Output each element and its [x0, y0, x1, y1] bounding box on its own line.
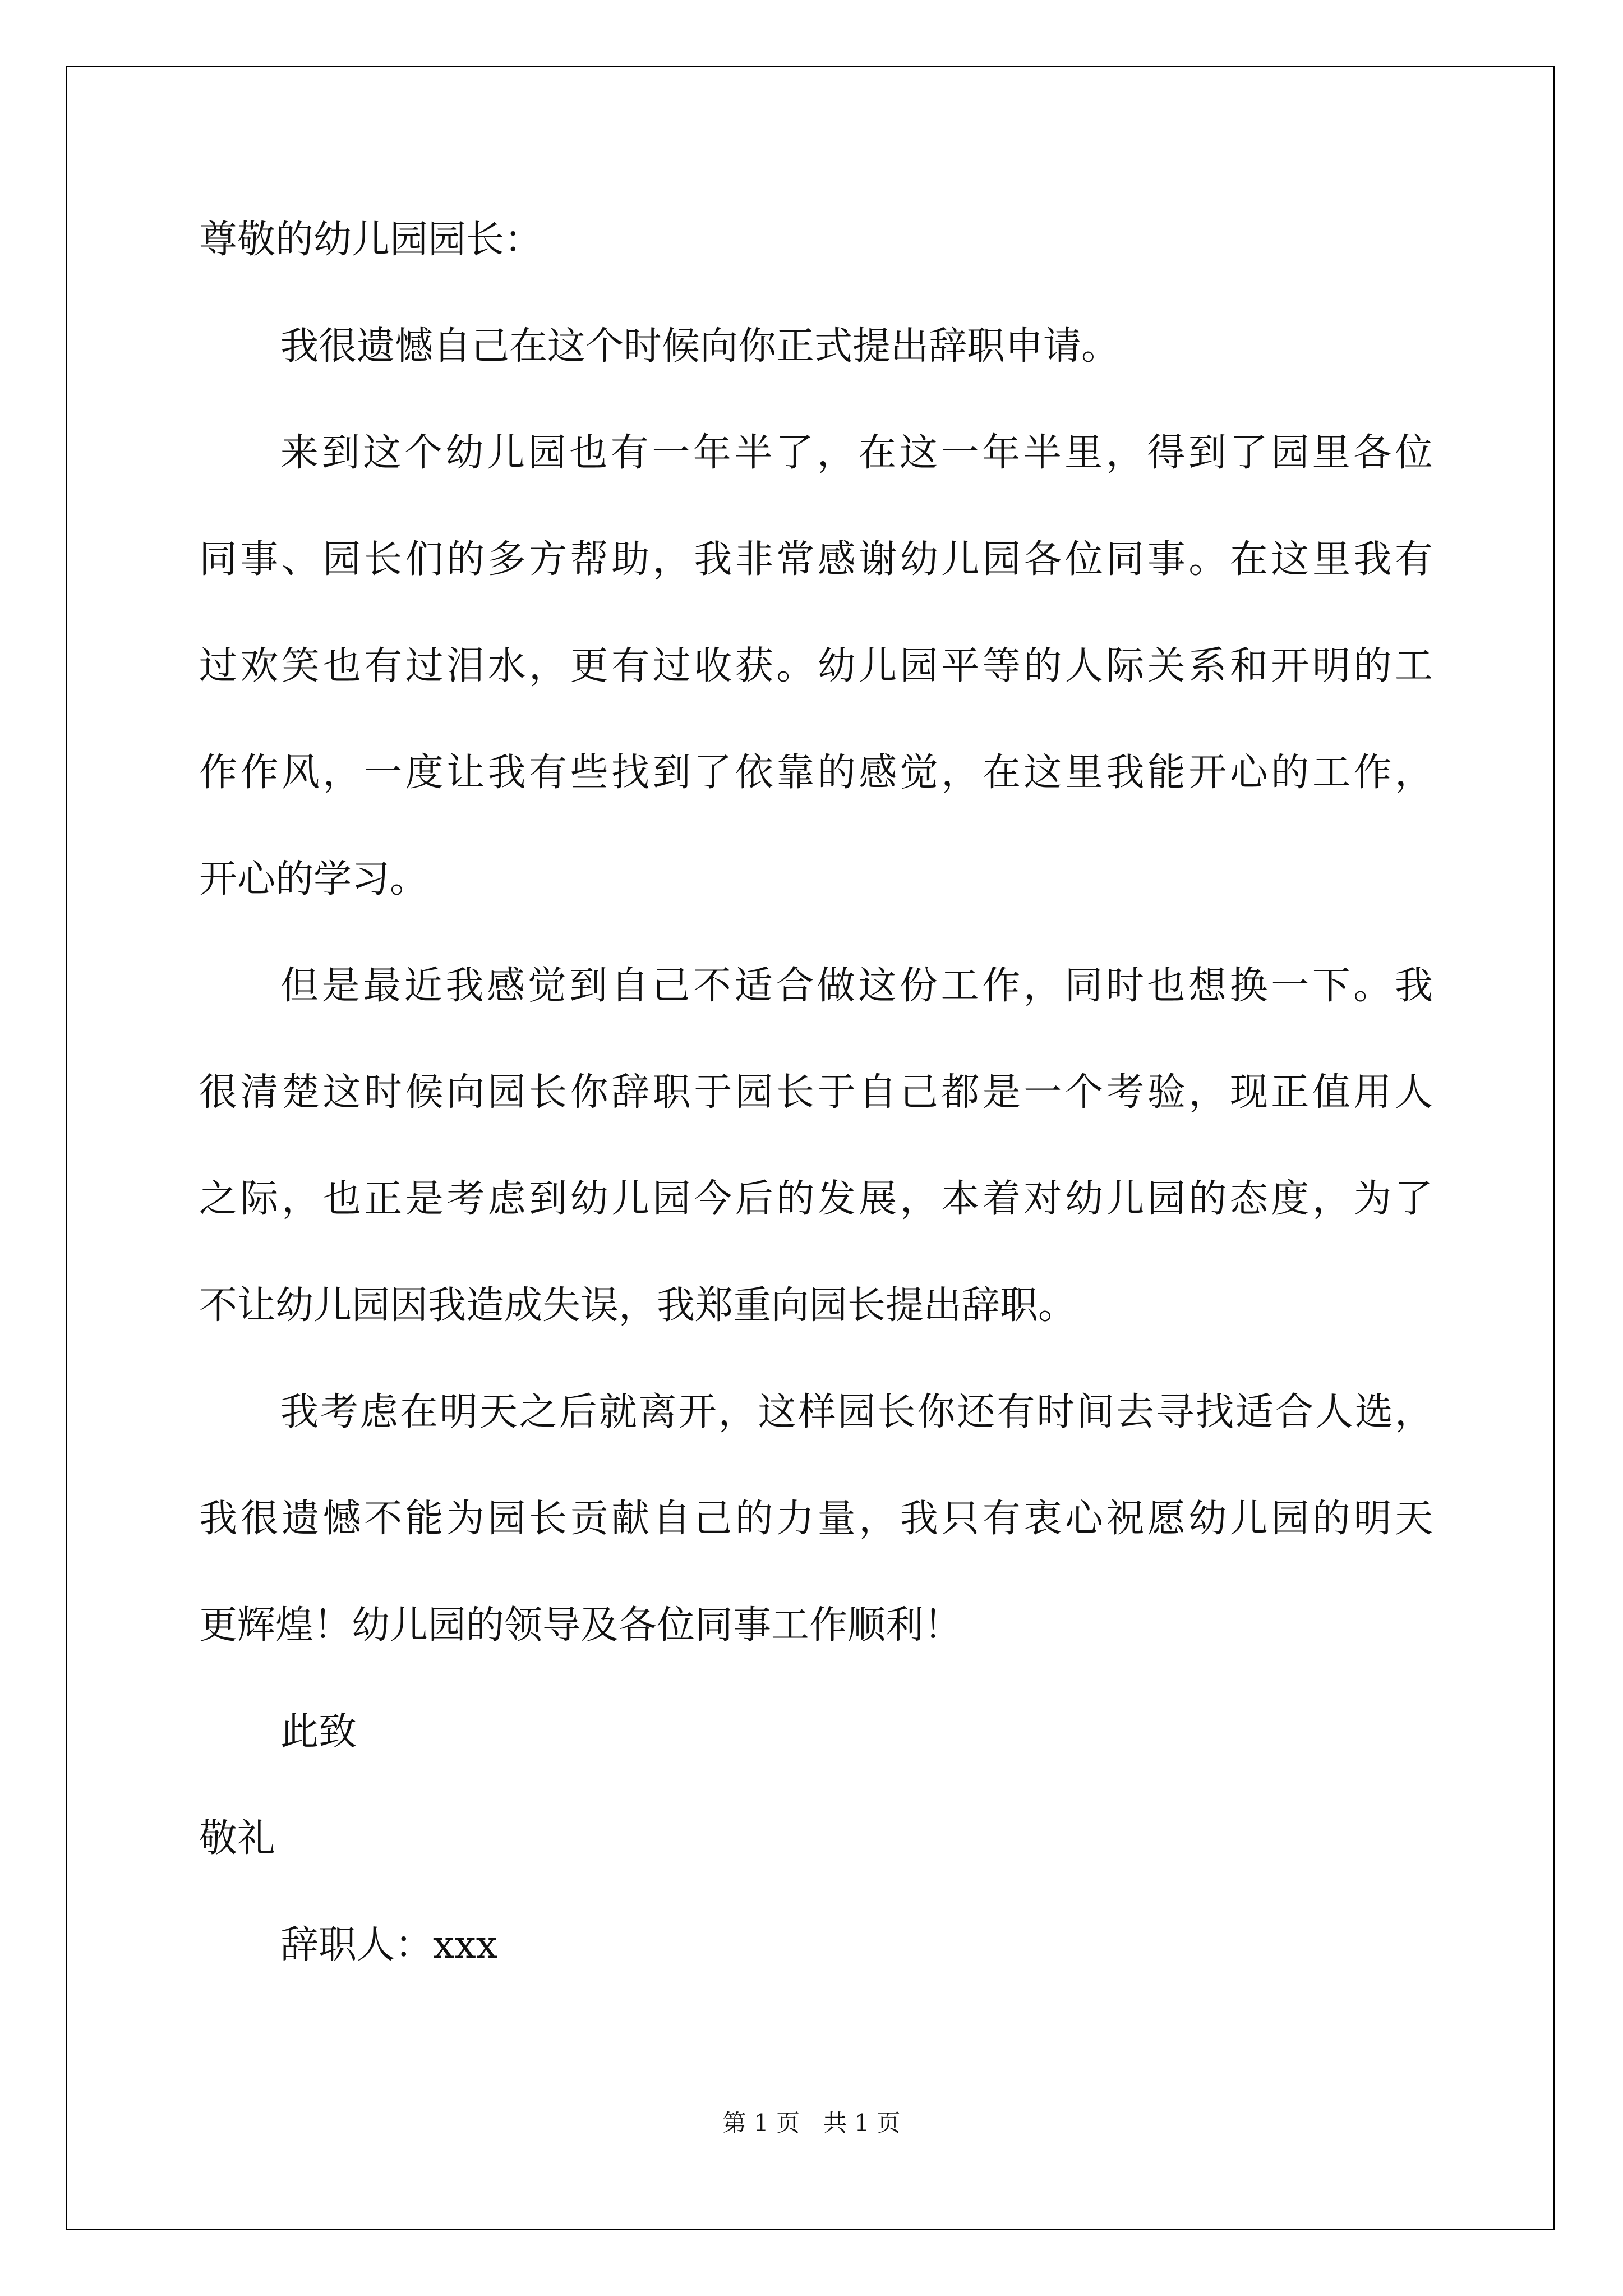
paragraph-4-line-1: 我考虑在明天之后就离开，这样园长你还有时间去寻找适合人选， — [280, 1390, 1433, 1434]
page-number: 第 1 页 共 1 页 — [722, 2109, 901, 2137]
signature: 辞职人：xxx — [280, 1923, 498, 1967]
paragraph-2-line-2: 同事、园长们的多方帮助，我非常感谢幼儿园各位同事。在这里我有 — [199, 537, 1433, 582]
closing-greeting: 此致 — [280, 1710, 357, 1754]
paragraph-3-line-4: 不让幼儿园因我造成失误，我郑重向园长提出辞职。 — [199, 1283, 1077, 1328]
paragraph-3-line-2: 很清楚这时候向园长你辞职于园长于自己都是一个考验，现正值用人 — [199, 1070, 1433, 1115]
paragraph-3-line-3: 之际，也正是考虑到幼儿园今后的发展，本着对幼儿园的态度，为了 — [199, 1177, 1433, 1221]
paragraph-2-line-4: 作作风，一度让我有些找到了依靠的感觉，在这里我能开心的工作， — [199, 751, 1433, 795]
paragraph-2-line-5: 开心的学习。 — [199, 857, 428, 901]
paragraph-4-line-3: 更辉煌！幼儿园的领导及各位同事工作顺利！ — [199, 1603, 962, 1648]
closing-regards: 敬礼 — [199, 1816, 276, 1861]
paragraph-2-line-3: 过欢笑也有过泪水，更有过收获。幼儿园平等的人际关系和开明的工 — [199, 644, 1433, 688]
salutation: 尊敬的幼儿园园长： — [199, 218, 543, 262]
paragraph-1-line-1: 我很遗憾自己在这个时候向你正式提出辞职申请。 — [280, 324, 1120, 369]
paragraph-2-line-1: 来到这个幼儿园也有一年半了，在这一年半里，得到了园里各位 — [280, 431, 1433, 475]
paragraph-3-line-1: 但是最近我感觉到自己不适合做这份工作，同时也想换一下。我 — [280, 964, 1433, 1008]
page-border — [66, 66, 1555, 2230]
paragraph-4-line-2: 我很遗憾不能为园长贡献自己的力量，我只有衷心祝愿幼儿园的明天 — [199, 1497, 1433, 1541]
